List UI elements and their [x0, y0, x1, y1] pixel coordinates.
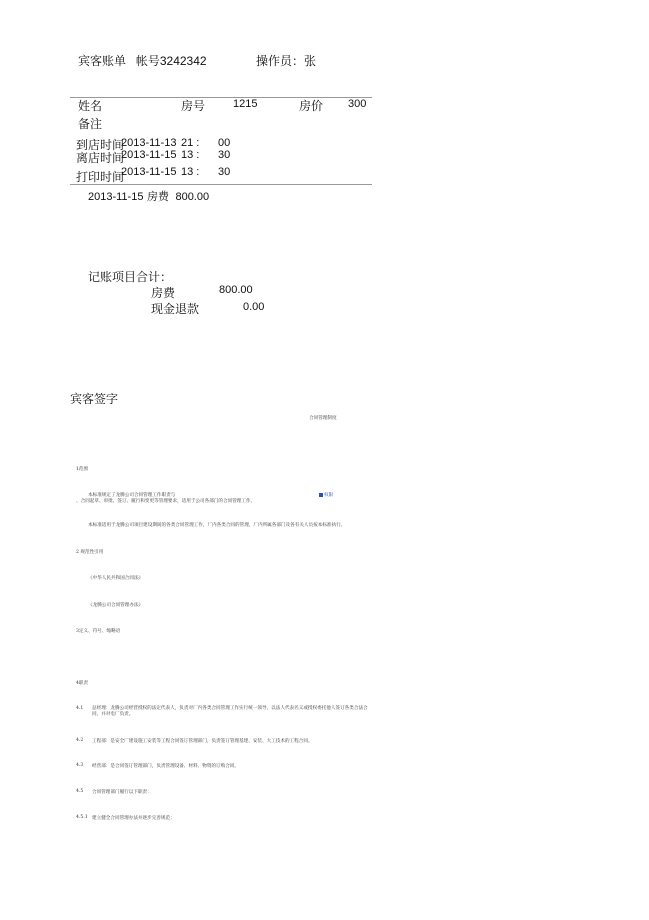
room-number: 1215: [233, 98, 258, 110]
authority-link[interactable]: 权限: [324, 493, 334, 498]
account-label: 帐号: [135, 54, 160, 68]
clause-4-5-text: 合同管理部门履行以下职责：: [92, 790, 152, 795]
room-price: 300: [348, 98, 367, 110]
receipt-title: [78, 52, 207, 69]
summary-room-label: 房费: [151, 286, 176, 300]
section-4-heading: 4职责: [76, 681, 89, 686]
paragraph-1a: [88, 492, 175, 498]
summary-refund-amount: 0.00: [243, 301, 265, 313]
clause-4-5-number: 4.5: [76, 789, 84, 794]
arrive-hour: 21 :: [181, 137, 200, 149]
charge-entry: [88, 188, 209, 204]
entry-item: 房费: [146, 190, 169, 203]
print-label: 打印时间: [76, 170, 125, 184]
reference-1: 《中华人民共和国合同法》: [88, 576, 144, 581]
paragraph-2: 本标准适用于龙腾公司项目建设期间的各类合同管理工作，厂内各类合同的管理，厂内所属各部门及各有关人员按本标准执行。: [88, 523, 346, 528]
leave-date: 2013-11-15: [121, 149, 177, 161]
operator-label: 操作员：: [256, 54, 305, 68]
leave-label: 离店时间: [76, 151, 125, 165]
section-2-heading: 2 规范性引用: [76, 550, 104, 555]
paragraph-1a-tail: [319, 492, 333, 498]
summary-label: 记账项目合计：: [88, 270, 173, 284]
entry-date: 2013-11-15: [88, 191, 144, 203]
summary-room-amount: 800.00: [219, 284, 253, 296]
print-minute: 30: [218, 166, 231, 178]
clause-4-1-text: 总经理：龙腾公司经营授权的法定代表人，负责对厂内各类合同管理工作实行统一领导，以法人代表名义或授权委托他人签订各类合法合同，并对电厂负责。: [92, 706, 368, 717]
leave-hour: 13 :: [181, 149, 200, 161]
print-hour: 13 :: [181, 166, 200, 178]
clause-4-3-number: 4.3: [76, 763, 84, 768]
paragraph-1a-text: 本标准规定了龙腾公司合同管理工作职责与: [88, 493, 176, 498]
arrive-label: 到店时间: [76, 138, 125, 152]
guest-signature-label: 宾客签字: [70, 392, 119, 406]
summary-refund-label: 现金退款: [151, 302, 200, 316]
paragraph-1b: 、合同起草、审批、签订、履行和变更等管理要求，适用于公司各部门的合同管理工作。: [76, 499, 256, 504]
account-number: 3242342: [159, 54, 207, 68]
room-label: 房号: [181, 99, 206, 113]
clause-4-5-1-number: 4.5.1: [76, 815, 88, 820]
section-1-heading: 1范围: [76, 467, 89, 472]
clause-4-2-number: 4.2: [76, 738, 84, 743]
reference-2: 《龙腾公司合同管理办法》: [88, 603, 144, 608]
clause-4-5-1-text: 建立健全合同管理办法并逐步完善规范；: [92, 816, 175, 821]
price-label: 房价: [299, 99, 324, 113]
name-label: 姓名: [78, 99, 103, 113]
arrive-date: 2013-11-13: [121, 137, 177, 149]
top-divider: [70, 97, 372, 98]
clause-4-2-text: 工程部：是安全厂建设施工安装等工程合同签订管理部门，负责签订管理基建、安装、大工技术的工程合同。: [92, 739, 313, 744]
receipt-title-text: 宾客账单: [78, 54, 127, 68]
arrive-minute: 00: [218, 137, 231, 149]
clause-4-3-text: 经营部：是合同签订管理部门，负责管理设备、材料、物资的订购合同。: [92, 764, 240, 769]
entry-amount: 800.00: [175, 191, 210, 203]
leave-minute: 30: [218, 149, 231, 161]
link-marker-icon: [319, 493, 323, 497]
bottom-divider: [70, 184, 372, 185]
clause-4-1-number: 4.1: [76, 706, 84, 711]
print-date: 2013-11-15: [121, 166, 177, 178]
contract-title: 合同管理制度: [309, 416, 337, 421]
operator-name: 张: [304, 54, 317, 68]
note-label: 备注: [78, 117, 103, 131]
section-3-heading: 3定义、符号、缩略语: [76, 629, 121, 634]
operator: [256, 52, 316, 69]
